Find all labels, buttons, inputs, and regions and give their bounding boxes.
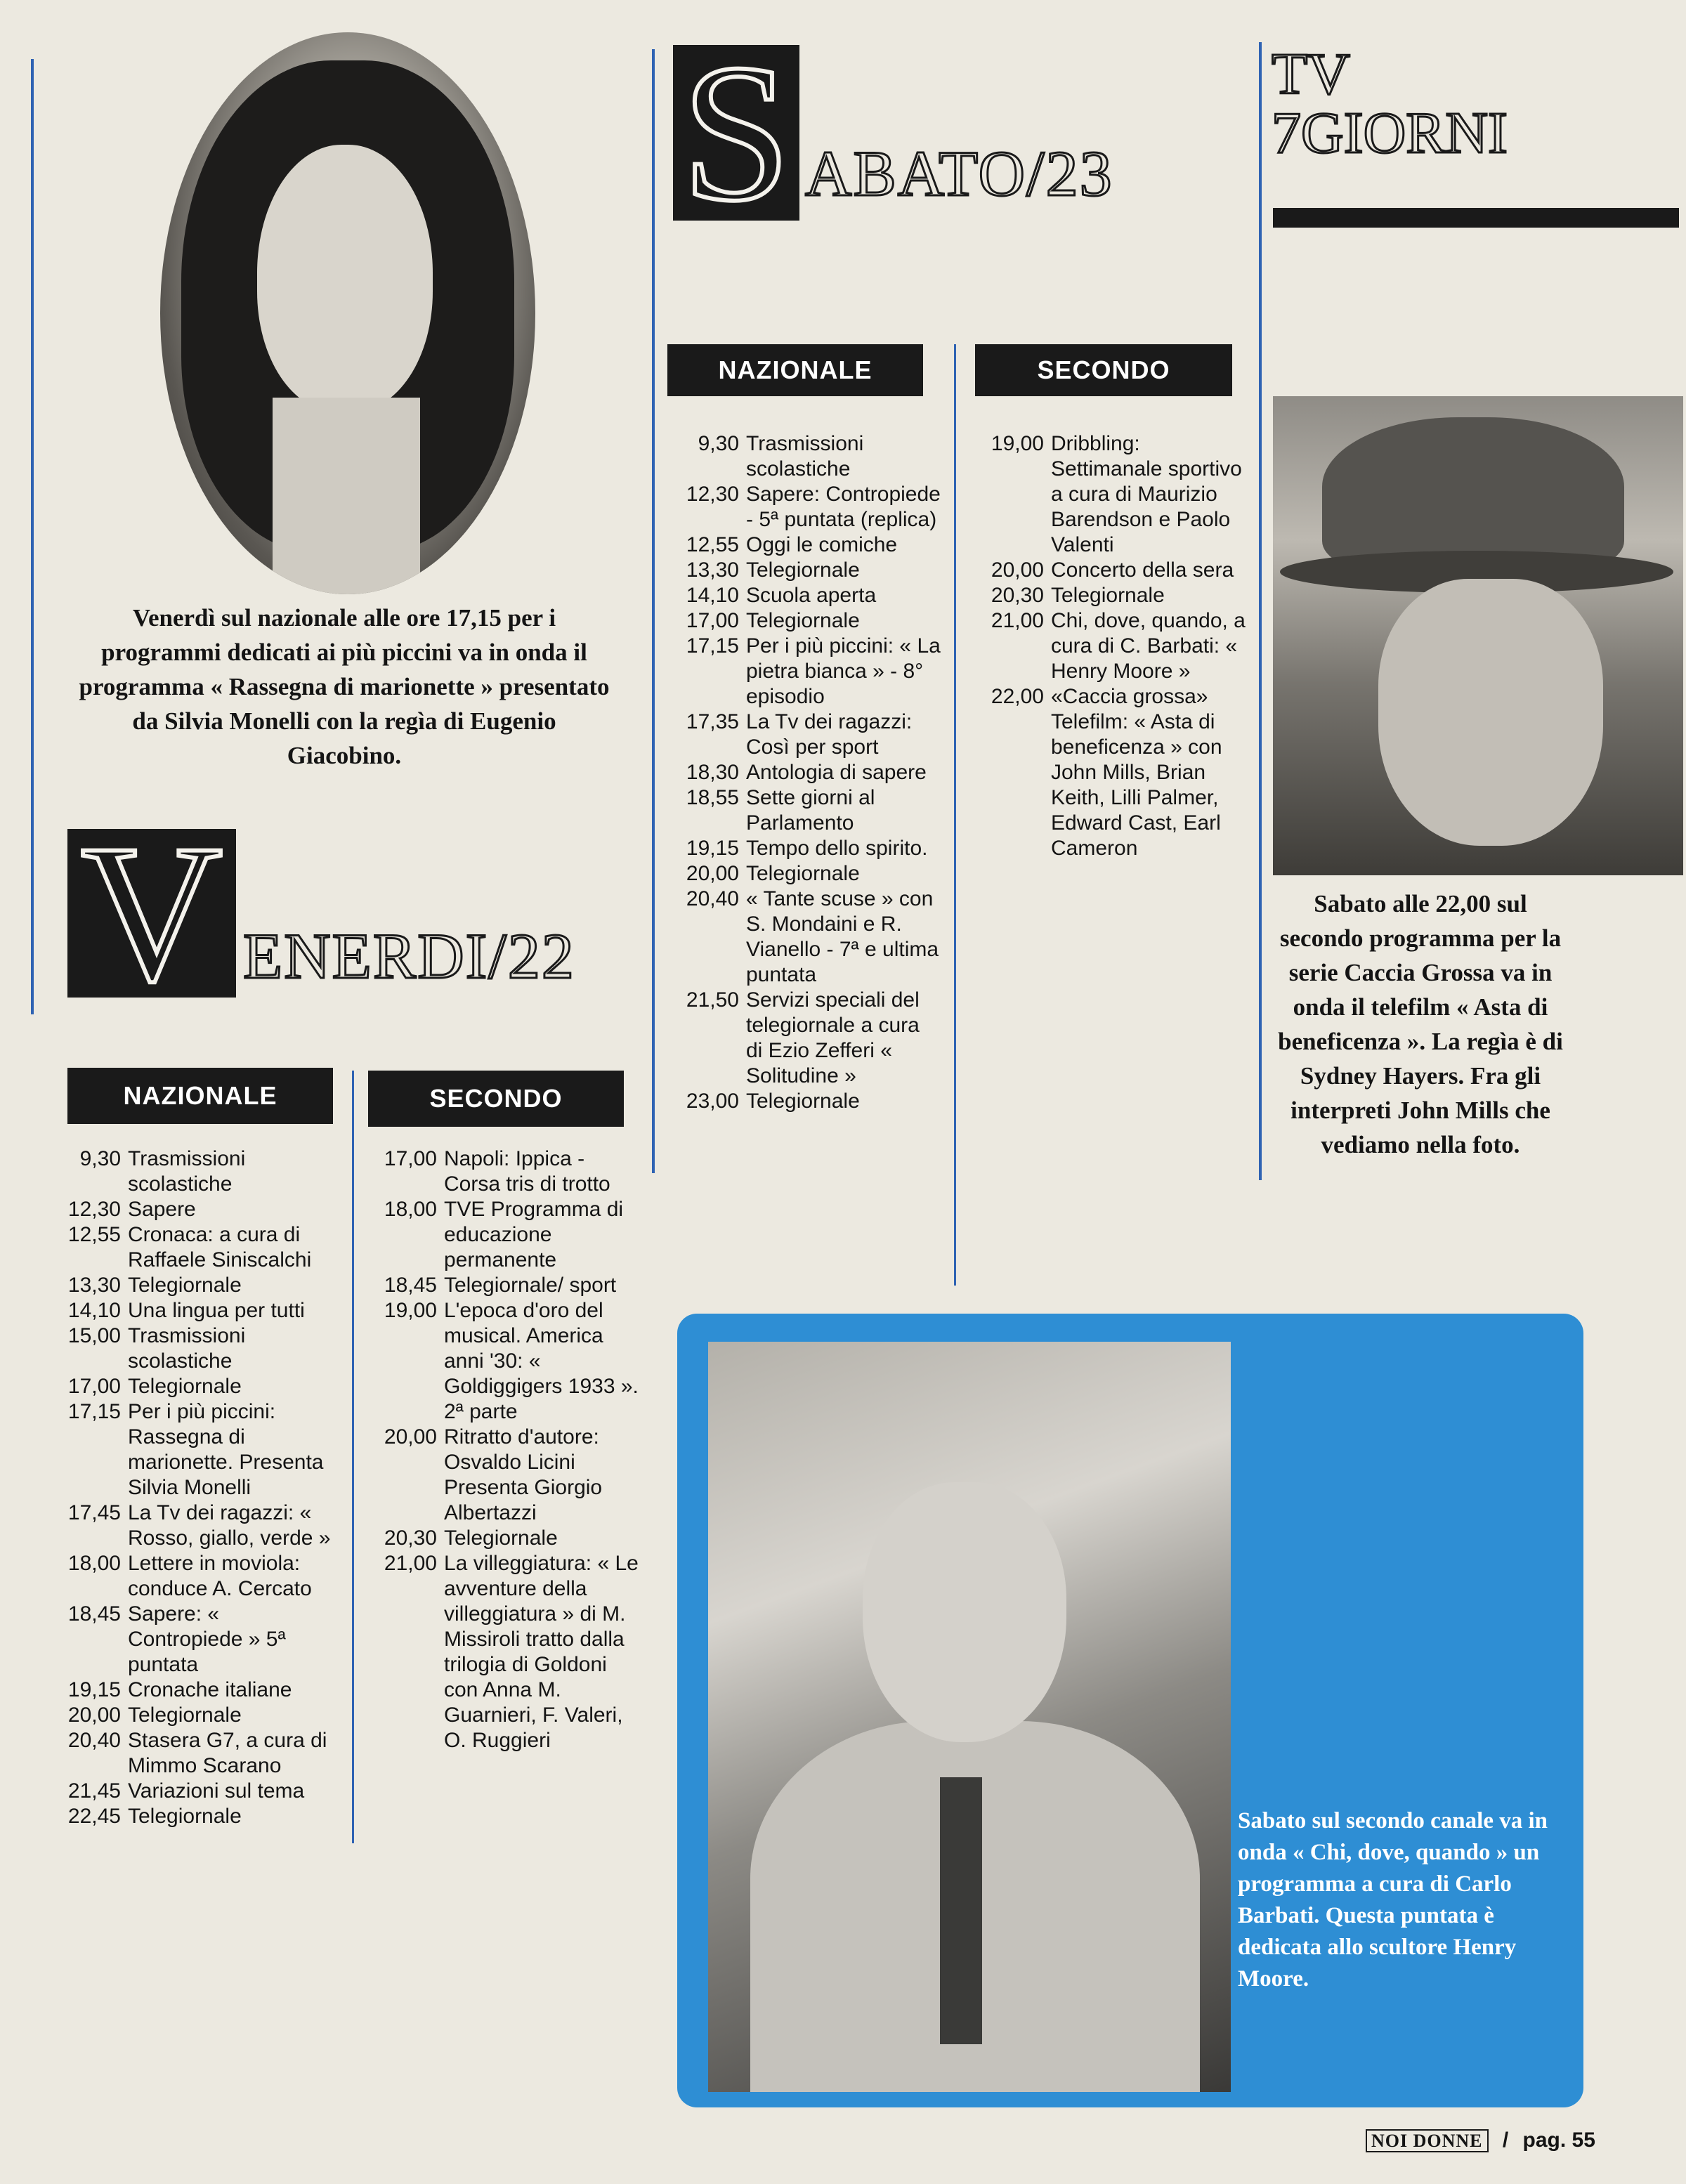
schedule-time: 17,35: [686, 710, 739, 733]
schedule-program: Chi, dove, quando, a cura di C. Barbati: « Henry Moore »: [1051, 609, 1246, 683]
schedule-time: 21,00: [991, 609, 1044, 632]
caption-venerdi: Venerdì sul nazionale alle ore 17,15 per i programmi dedicati ai più piccini va in onda il programma « Rassegna di marionette » presentato da Silvia Monelli con la regìa di Eugenio Giacobino.: [79, 604, 610, 769]
schedule-program: Tempo dello spirito.: [746, 837, 928, 860]
schedule-item: [358, 1146, 639, 1197]
schedule-item: [42, 1602, 337, 1678]
masthead-line2: 7GIORNI: [1272, 100, 1508, 166]
schedule-time: 20,00: [67, 1704, 121, 1727]
venerdi-initial: V: [67, 829, 236, 998]
schedule-program: La villeggiatura: « Le avventure della villeggiatura » di M. Missiroli tratto dalla trilogia di Goldoni con Anna M. Guarnieri, F. Valeri, O. Ruggieri: [444, 1552, 639, 1752]
schedule-item: [358, 1425, 639, 1526]
schedule-item: [42, 1500, 337, 1551]
schedule-time: 18,00: [384, 1198, 437, 1221]
caption-john-mills: Sabato alle 22,00 sul secondo programma per la serie Caccia Grossa va in onda il telefilm « Asta di beneficenza ». La regìa è di Sydney Hayers. Fra gli interpreti John Mills che vediamo nella foto.: [1278, 890, 1563, 1158]
schedule-item: [660, 836, 941, 861]
schedule-time: 21,00: [384, 1552, 437, 1575]
venerdi-secondo-header: SECONDO: [368, 1071, 624, 1127]
schedule-item: [358, 1273, 639, 1298]
schedule-time: 13,30: [67, 1274, 121, 1297]
schedule-program: Trasmissioni scolastiche: [746, 432, 864, 480]
schedule-program: Una lingua per tutti: [128, 1299, 305, 1322]
schedule-program: Per i più piccini: Rassegna di marionette. Presenta Silvia Monelli: [128, 1400, 324, 1499]
schedule-time: 22,00: [991, 685, 1044, 708]
schedule-item: [42, 1728, 337, 1779]
schedule-program: Telegiornale: [128, 1805, 242, 1828]
sabato-title-rest: ABATO/23: [805, 138, 1113, 209]
schedule-program: Telegiornale: [128, 1704, 242, 1727]
schedule-item: [660, 608, 941, 634]
schedule-item: [42, 1222, 337, 1273]
magazine-logo: NOI DONNE: [1366, 2129, 1489, 2152]
schedule-program: Telegiornale: [128, 1375, 242, 1398]
schedule-time: 19,15: [686, 837, 739, 860]
schedule-program: Telegiornale: [746, 609, 860, 632]
masthead-line1: TV: [1272, 41, 1350, 107]
schedule-time: 13,30: [686, 558, 739, 582]
schedule-time: 12,30: [686, 483, 739, 506]
schedule-time: 20,40: [67, 1729, 121, 1752]
schedule-item: [660, 558, 941, 583]
schedule-time: 17,15: [686, 634, 739, 658]
schedule-time: 12,55: [67, 1223, 121, 1246]
schedule-time: 18,30: [686, 761, 739, 784]
schedule-time: 18,45: [67, 1602, 121, 1626]
schedule-item: [42, 1298, 337, 1323]
sabato-nazionale-list: [660, 431, 941, 1114]
schedule-program: Sapere: [128, 1198, 196, 1221]
schedule-item: [42, 1804, 337, 1829]
schedule-program: Oggi le comiche: [746, 533, 898, 556]
schedule-item: [660, 583, 941, 608]
schedule-item: [660, 1089, 941, 1114]
schedule-program: Scuola aperta: [746, 584, 877, 607]
schedule-time: 19,00: [991, 432, 1044, 455]
schedule-time: 17,00: [67, 1375, 121, 1398]
schedule-program: Trasmissioni scolastiche: [128, 1147, 246, 1196]
schedule-program: Per i più piccini: « La pietra bianca » - 8° episodio: [746, 634, 941, 708]
schedule-time: 9,30: [698, 432, 739, 455]
schedule-item: [660, 431, 941, 482]
schedule-time: 23,00: [686, 1090, 739, 1113]
schedule-time: 17,15: [67, 1400, 121, 1423]
schedule-time: 21,45: [67, 1779, 121, 1803]
schedule-item: [660, 785, 941, 836]
schedule-program: «Caccia grossa» Telefilm: « Asta di beneficenza » con John Mills, Brian Keith, Lilli Palmer, Edward Cast, Earl Cameron: [1051, 685, 1222, 860]
schedule-program: TVE Programma di educazione permanente: [444, 1198, 624, 1271]
photo-henry-moore: [708, 1342, 1231, 2092]
schedule-time: 19,15: [67, 1678, 121, 1701]
schedule-program: Servizi speciali del telegiornale a cura di Ezio Zefferi « Solitudine »: [746, 988, 920, 1087]
schedule-item: [42, 1273, 337, 1298]
schedule-time: 20,00: [686, 862, 739, 885]
masthead-tv7giorni: [1272, 41, 1508, 166]
schedule-program: Telegiornale: [444, 1526, 558, 1550]
footer-separator: /: [1502, 2129, 1509, 2152]
schedule-program: Lettere in moviola: conduce A. Cercato: [128, 1552, 312, 1600]
schedule-time: 17,45: [67, 1501, 121, 1524]
schedule-program: L'epoca d'oro del musical. America anni '30: « Goldiggigers 1933 ». 2ª parte: [444, 1299, 639, 1423]
schedule-item: [42, 1323, 337, 1374]
schedule-time: 12,30: [67, 1198, 121, 1221]
schedule-time: 18,55: [686, 786, 739, 809]
schedule-item: [660, 634, 941, 710]
schedule-program: Sapere: « Contropiede » 5ª puntata: [128, 1602, 286, 1676]
schedule-time: 14,10: [686, 584, 739, 607]
schedule-program: Concerto della sera: [1051, 558, 1234, 582]
schedule-time: 22,45: [67, 1805, 121, 1828]
schedule-item: [358, 1298, 639, 1425]
schedule-item: [660, 760, 941, 785]
sabato-secondo-header: SECONDO: [975, 344, 1232, 396]
schedule-item: [358, 1197, 639, 1273]
schedule-item: [42, 1374, 337, 1399]
page-footer: [1366, 2129, 1595, 2152]
schedule-item: [660, 861, 941, 887]
schedule-program: Telegiornale: [746, 1090, 860, 1113]
schedule-program: Cronache italiane: [128, 1678, 292, 1701]
schedule-item: [358, 1526, 639, 1551]
schedule-time: 17,00: [686, 609, 739, 632]
schedule-program: Stasera G7, a cura di Mimmo Scarano: [128, 1729, 327, 1777]
schedule-item: [660, 887, 941, 988]
sabato-nazionale-header: NAZIONALE: [667, 344, 923, 396]
page-number: pag. 55: [1522, 2129, 1595, 2152]
schedule-time: 20,00: [991, 558, 1044, 582]
schedule-program: Antologia di sapere: [746, 761, 927, 784]
schedule-program: Variazioni sul tema: [128, 1779, 305, 1803]
schedule-time: 15,00: [67, 1324, 121, 1347]
sabato-secondo-list: [965, 431, 1246, 861]
schedule-item: [42, 1551, 337, 1602]
sabato-initial: S: [673, 45, 799, 221]
column-rule-left: [31, 59, 34, 1014]
schedule-program: Dribbling: Settimanale sportivo a cura di Maurizio Barendson e Paolo Valenti: [1051, 432, 1242, 556]
schedule-item: [42, 1678, 337, 1703]
schedule-program: Ritratto d'autore: Osvaldo Licini Presenta Giorgio Albertazzi: [444, 1425, 603, 1524]
schedule-item: [660, 710, 941, 760]
schedule-time: 21,50: [686, 988, 739, 1012]
schedule-program: Sapere: Contropiede - 5ª puntata (replica): [746, 483, 941, 531]
schedule-item: [660, 482, 941, 532]
schedule-item: [42, 1703, 337, 1728]
schedule-item: [42, 1197, 337, 1222]
schedule-program: Telegiornale: [128, 1274, 242, 1297]
schedule-item: [965, 684, 1246, 861]
schedule-time: 19,00: [384, 1299, 437, 1322]
schedule-program: Napoli: Ippica - Corsa tris di trotto: [444, 1147, 610, 1196]
schedule-program: Sette giorni al Parlamento: [746, 786, 875, 835]
venerdi-channel-divider: [352, 1071, 354, 1843]
column-rule-right: [1259, 42, 1262, 1180]
schedule-time: 17,00: [384, 1147, 437, 1170]
schedule-time: 20,30: [991, 584, 1044, 607]
schedule-item: [965, 608, 1246, 684]
schedule-item: [660, 532, 941, 558]
schedule-program: Telegiornale: [1051, 584, 1165, 607]
portrait-photo-silvia-monelli: [160, 32, 535, 594]
schedule-item: [42, 1779, 337, 1804]
schedule-item: [358, 1551, 639, 1753]
schedule-item: [965, 558, 1246, 583]
schedule-program: La Tv dei ragazzi: Così per sport: [746, 710, 913, 759]
photo-john-mills: [1273, 396, 1683, 875]
schedule-program: Telegiornale: [746, 558, 860, 582]
schedule-time: 20,00: [384, 1425, 437, 1449]
venerdi-secondo-list: [358, 1146, 639, 1753]
schedule-program: « Tante scuse » con S. Mondaini e R. Vianello - 7ª e ultima puntata: [746, 887, 939, 986]
sabato-channel-divider: [954, 344, 956, 1286]
venerdi-nazionale-header: NAZIONALE: [67, 1068, 333, 1124]
column-rule-center: [652, 49, 655, 1173]
schedule-item: [42, 1399, 337, 1500]
schedule-item: [965, 431, 1246, 558]
schedule-time: 18,45: [384, 1274, 437, 1297]
schedule-program: Telegiornale/ sport: [444, 1274, 617, 1297]
schedule-time: 20,30: [384, 1526, 437, 1550]
caption-henry-moore: Sabato sul secondo canale va in onda « Chi, dove, quando » un programma a cura di Carlo Barbati. Questa puntata è dedicata allo scultore Henry Moore.: [1238, 1808, 1548, 1992]
schedule-item: [965, 583, 1246, 608]
schedule-program: Trasmissioni scolastiche: [128, 1324, 246, 1373]
schedule-time: 14,10: [67, 1299, 121, 1322]
schedule-time: 20,40: [686, 887, 739, 910]
schedule-time: 18,00: [67, 1552, 121, 1575]
schedule-program: Cronaca: a cura di Raffaele Siniscalchi: [128, 1223, 312, 1271]
schedule-time: 9,30: [79, 1147, 121, 1170]
schedule-program: La Tv dei ragazzi: « Rosso, giallo, verde »: [128, 1501, 331, 1550]
venerdi-title-rest: ENERDI/22: [243, 920, 575, 992]
schedule-program: Telegiornale: [746, 862, 860, 885]
masthead-rule: [1273, 208, 1679, 228]
schedule-item: [660, 988, 941, 1089]
schedule-time: 12,55: [686, 533, 739, 556]
schedule-item: [42, 1146, 337, 1197]
venerdi-nazionale-list: [42, 1146, 337, 1829]
